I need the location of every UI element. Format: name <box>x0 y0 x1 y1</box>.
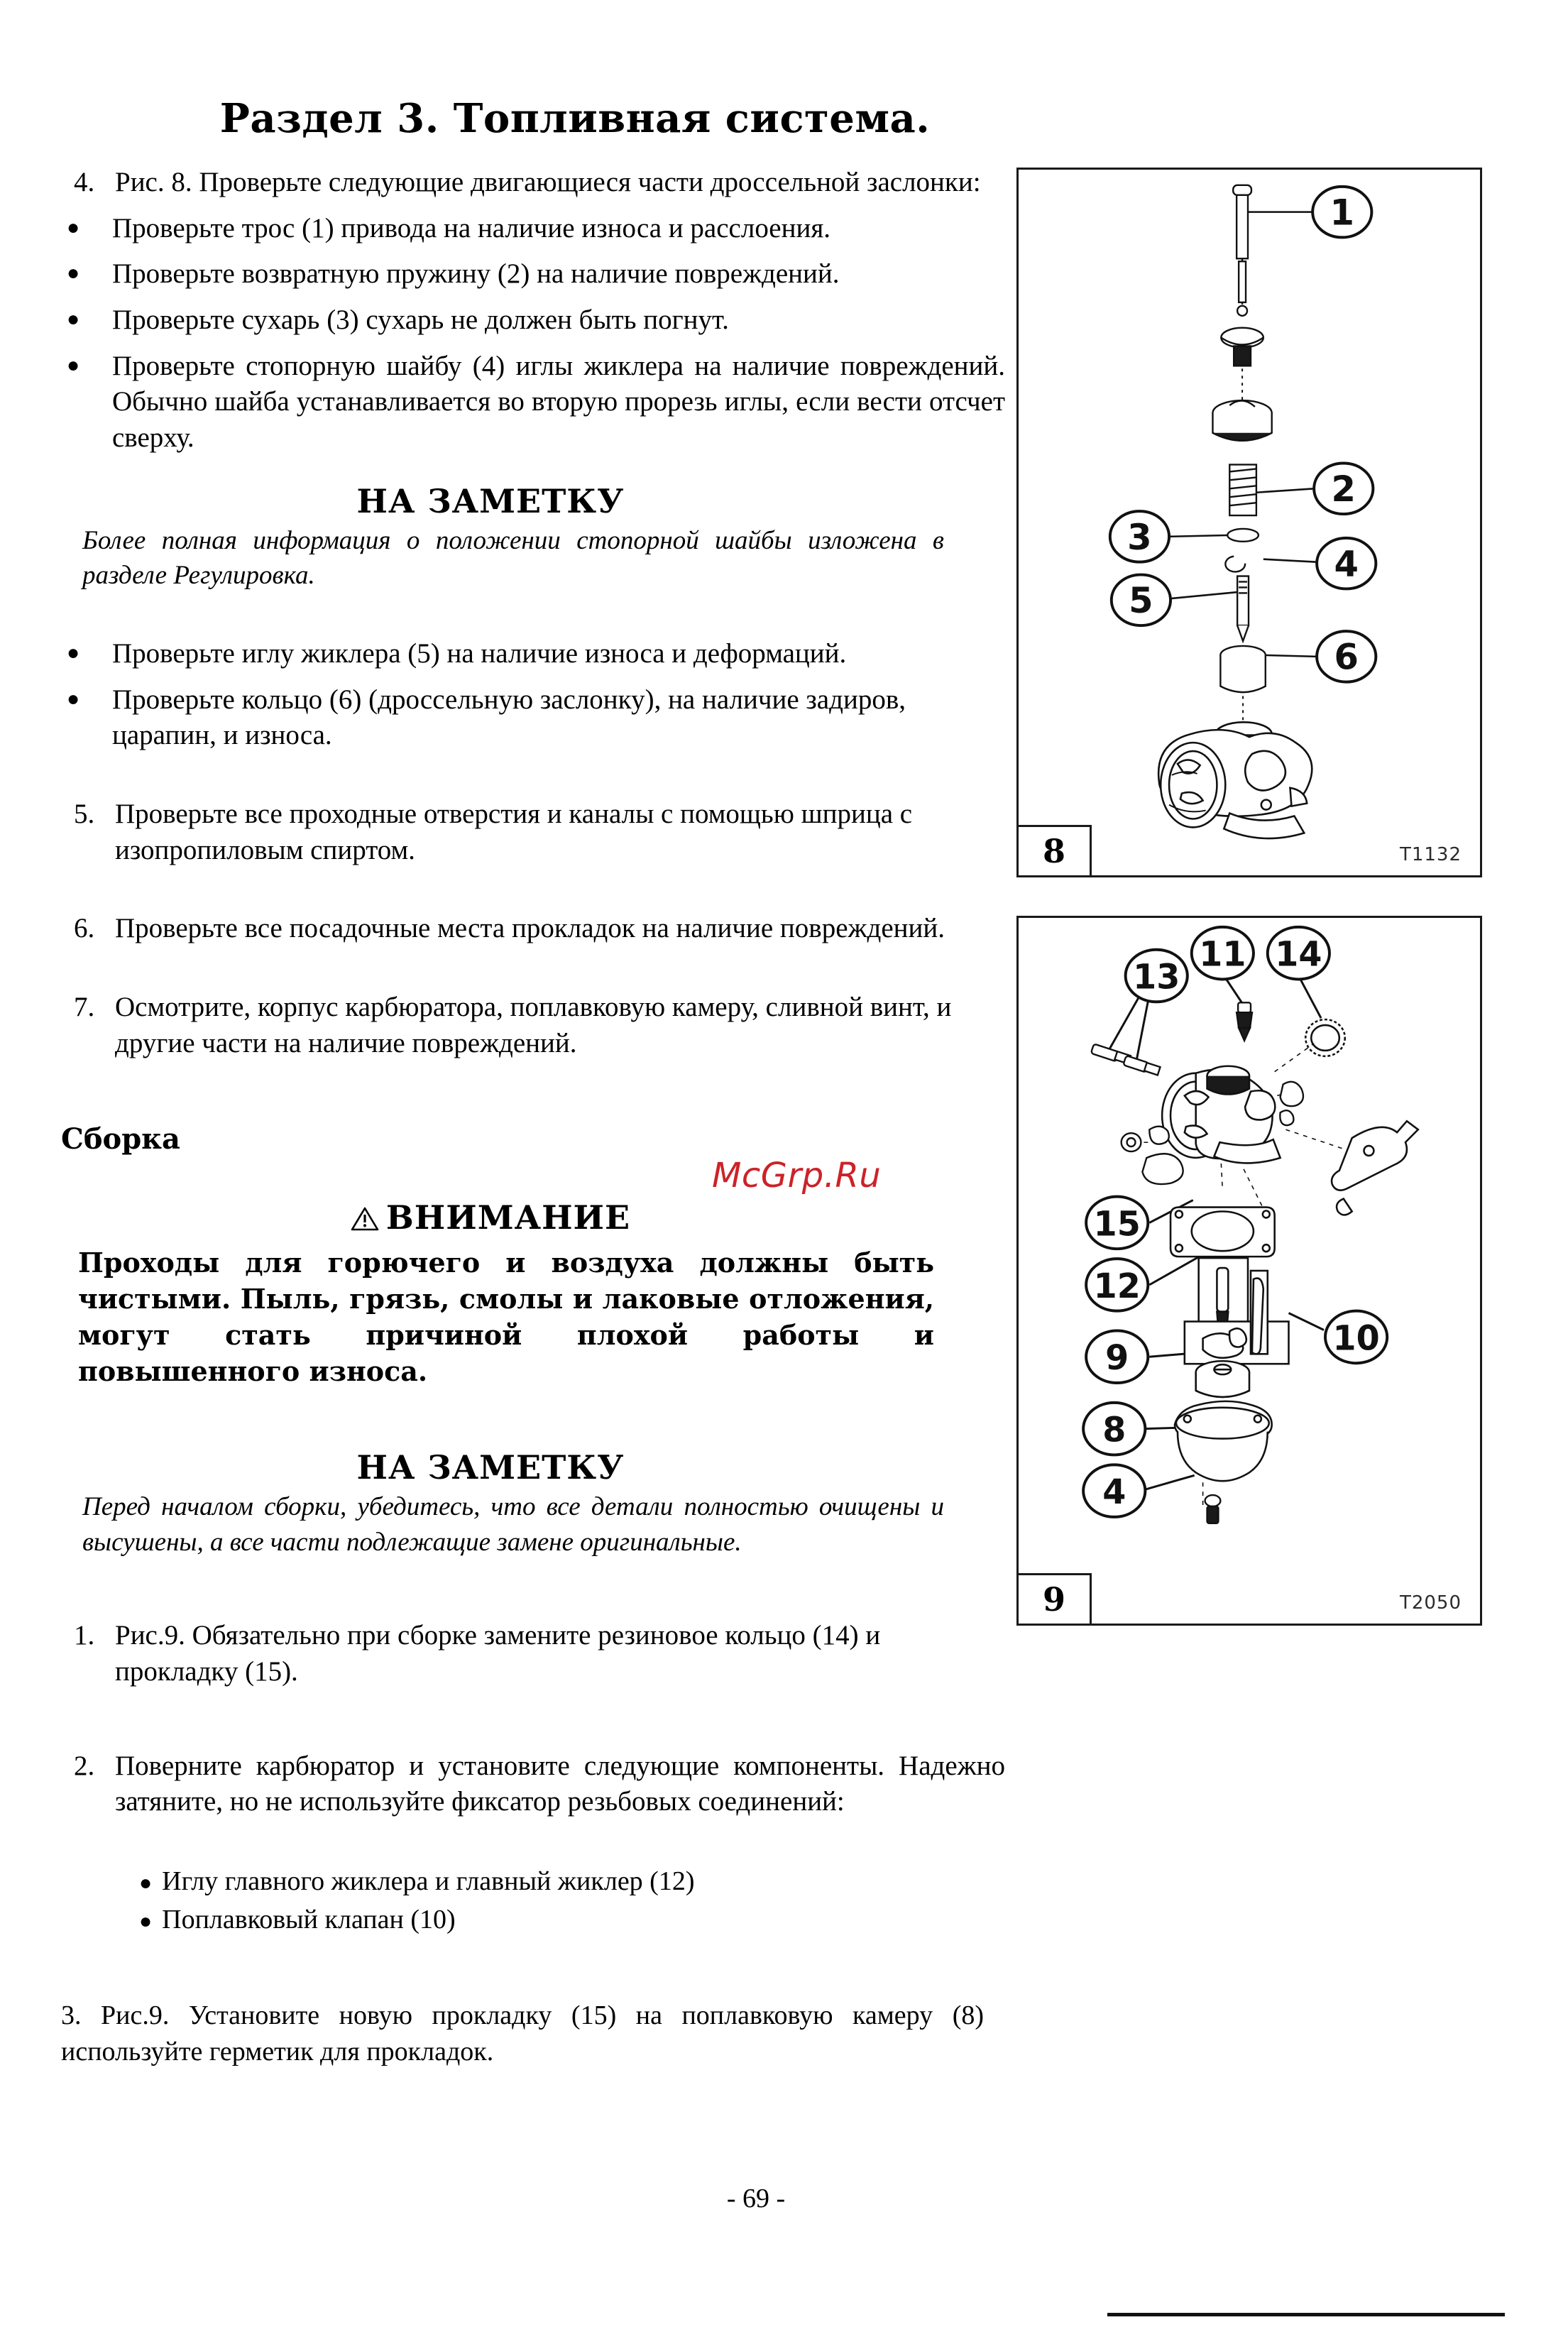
bullet-dot-icon: ● <box>67 215 80 239</box>
bullet-needle-text: Проверьте иглу жиклера (5) на наличие износа и деформаций. <box>112 637 847 669</box>
svg-text:6: 6 <box>1334 636 1359 678</box>
bullet-dot-icon: ● <box>67 686 80 711</box>
step-4-number: 4. <box>74 167 95 197</box>
figure-8-drawing-code: T1132 <box>1399 844 1462 865</box>
float-valve-text: Поплавковый клапан (10) <box>162 1904 456 1934</box>
svg-text:3: 3 <box>1127 516 1152 558</box>
list-item-step-7 <box>61 990 1005 1061</box>
assembly-step-2-number: 2. <box>74 1750 95 1781</box>
main-jet-text: Иглу главного жиклера и главный жиклер (12) <box>162 1866 695 1896</box>
step-7-number: 7. <box>74 992 95 1023</box>
note-block-1 <box>61 482 1005 593</box>
svg-text:13: 13 <box>1133 958 1180 997</box>
warning-body: Проходы для горючего и воздуха должны быть чистыми. Пыль, грязь, смолы и лаковые отложения, могут стать причиной плохой работы и повышенного износа. <box>78 1247 934 1388</box>
list-item-step-4 <box>61 165 1005 201</box>
figure-8 <box>1016 168 1482 877</box>
note-1-heading: НА ЗАМЕТКУ <box>356 481 625 520</box>
bullet-dot-icon: ● <box>67 261 80 285</box>
bullet-dot-icon: ● <box>67 307 80 332</box>
svg-text:14: 14 <box>1275 935 1322 975</box>
step-6-text: Проверьте все посадочные места прокладок на наличие повреждений. <box>115 913 945 944</box>
figure-9-label: 9 <box>1016 1573 1092 1626</box>
list-item-bullet-needle <box>61 636 1005 672</box>
note-block-2 <box>61 1448 1005 1560</box>
list-item-main-jet <box>139 1863 1005 1901</box>
list-item-step-5 <box>61 797 1005 868</box>
list-item-assembly-step-3: 3. Рис.9. Установите новую прокладку (15) на поплавковую камеру (8) используйте герметик для прокладок. <box>61 2000 984 2066</box>
warning-heading-row <box>61 1198 1005 1239</box>
note-2-body: Перед началом сборки, убедитесь, что все детали полностью очищены и высушены, а все части подлежащие замене оригинальные. <box>82 1492 944 1557</box>
warning-block <box>61 1198 1005 1390</box>
bullet-retainer-text: Проверьте сухарь (3) сухарь не должен быть погнут. <box>112 305 729 336</box>
svg-text:8: 8 <box>1102 1411 1126 1450</box>
list-item-assembly-step-1 <box>61 1618 1005 1690</box>
svg-text:11: 11 <box>1199 935 1246 975</box>
bullet-dot-icon: ● <box>139 1909 153 1933</box>
watermark: McGrp.Ru <box>712 1156 882 1195</box>
step-5-number: 5. <box>74 799 95 830</box>
figure-8-label: 8 <box>1016 825 1092 877</box>
warning-heading-text: ВНИМАНИЕ <box>385 1198 631 1237</box>
step-5-text: Проверьте все проходные отверстия и каналы с помощью шприца с изопропиловым спиртом. <box>115 799 913 865</box>
list-item-assembly-step-2 <box>61 1748 1005 1820</box>
assembly-step-2-sublist <box>61 1863 1005 1939</box>
svg-text:4: 4 <box>1334 543 1359 585</box>
svg-text:10: 10 <box>1332 1319 1380 1359</box>
svg-text:5: 5 <box>1129 580 1153 622</box>
list-item-bullet-cable <box>61 211 1005 247</box>
page-title: Раздел 3. Топливная система. <box>219 94 931 142</box>
list-item-bullet-spring <box>61 256 1005 292</box>
svg-text:9: 9 <box>1105 1339 1129 1379</box>
bullet-spring-text: Проверьте возвратную пружину (2) на наличие повреждений. <box>112 258 840 290</box>
list-item-float-valve <box>139 1901 1005 1939</box>
bullet-dot-icon: ● <box>67 353 80 377</box>
bullet-dot-icon: ● <box>139 1871 153 1895</box>
bullet-cable-text: Проверьте трос (1) привода на наличие износа и расслоения. <box>112 212 831 243</box>
list-item-bullet-ring <box>61 682 1005 754</box>
warning-triangle-icon <box>351 1201 379 1239</box>
figure-9-drawing-code: T2050 <box>1399 1592 1462 1614</box>
svg-text:1: 1 <box>1329 192 1355 234</box>
bottom-rule <box>1107 2313 1505 2316</box>
figure-9 <box>1016 916 1482 1626</box>
bullet-dot-icon: ● <box>67 640 80 664</box>
assembly-step-1-text: Рис.9. Обязательно при сборке замените резиновое кольцо (14) и прокладку (15). <box>115 1620 881 1687</box>
svg-text:12: 12 <box>1093 1266 1141 1306</box>
bullet-washer-text: Проверьте стопорную шайбу (4) иглы жиклера на наличие повреждений. Обычно шайба устанавливается во вторую прорезь иглы, если вести отсчет сверху. <box>112 350 1005 454</box>
svg-text:4: 4 <box>1102 1472 1126 1513</box>
step-4-text: Рис. 8. Проверьте следующие двигающиеся части дроссельной заслонки: <box>115 167 981 197</box>
assembly-step-2-text: Поверните карбюратор и установите следующие компоненты. Надежно затяните, но не используйте фиксатор резьбовых соединений: <box>115 1750 1005 1817</box>
svg-text:15: 15 <box>1093 1205 1141 1244</box>
svg-text:2: 2 <box>1331 469 1356 510</box>
list-item-bullet-washer <box>61 349 1005 456</box>
page-number: - 69 - <box>726 2184 786 2213</box>
note-1-body: Более полная информация о положении стопорной шайбы изложена в разделе Регулировка. <box>82 525 944 591</box>
step-7-text: Осмотрите, корпус карбюратора, поплавковую камеру, сливной винт, и другие части на наличие повреждений. <box>115 992 952 1058</box>
assembly-step-1-number: 1. <box>74 1620 95 1651</box>
section-heading-assembly: Сборка <box>61 1122 180 1156</box>
note-2-heading: НА ЗАМЕТКУ <box>356 1448 625 1487</box>
list-item-step-6 <box>61 911 1005 947</box>
bullet-ring-text: Проверьте кольцо (6) (дроссельную заслонку), на наличие задиров, царапин, и износа. <box>112 684 906 751</box>
text-column <box>61 165 1005 2070</box>
list-item-bullet-retainer <box>61 302 1005 339</box>
step-6-number: 6. <box>74 913 95 944</box>
